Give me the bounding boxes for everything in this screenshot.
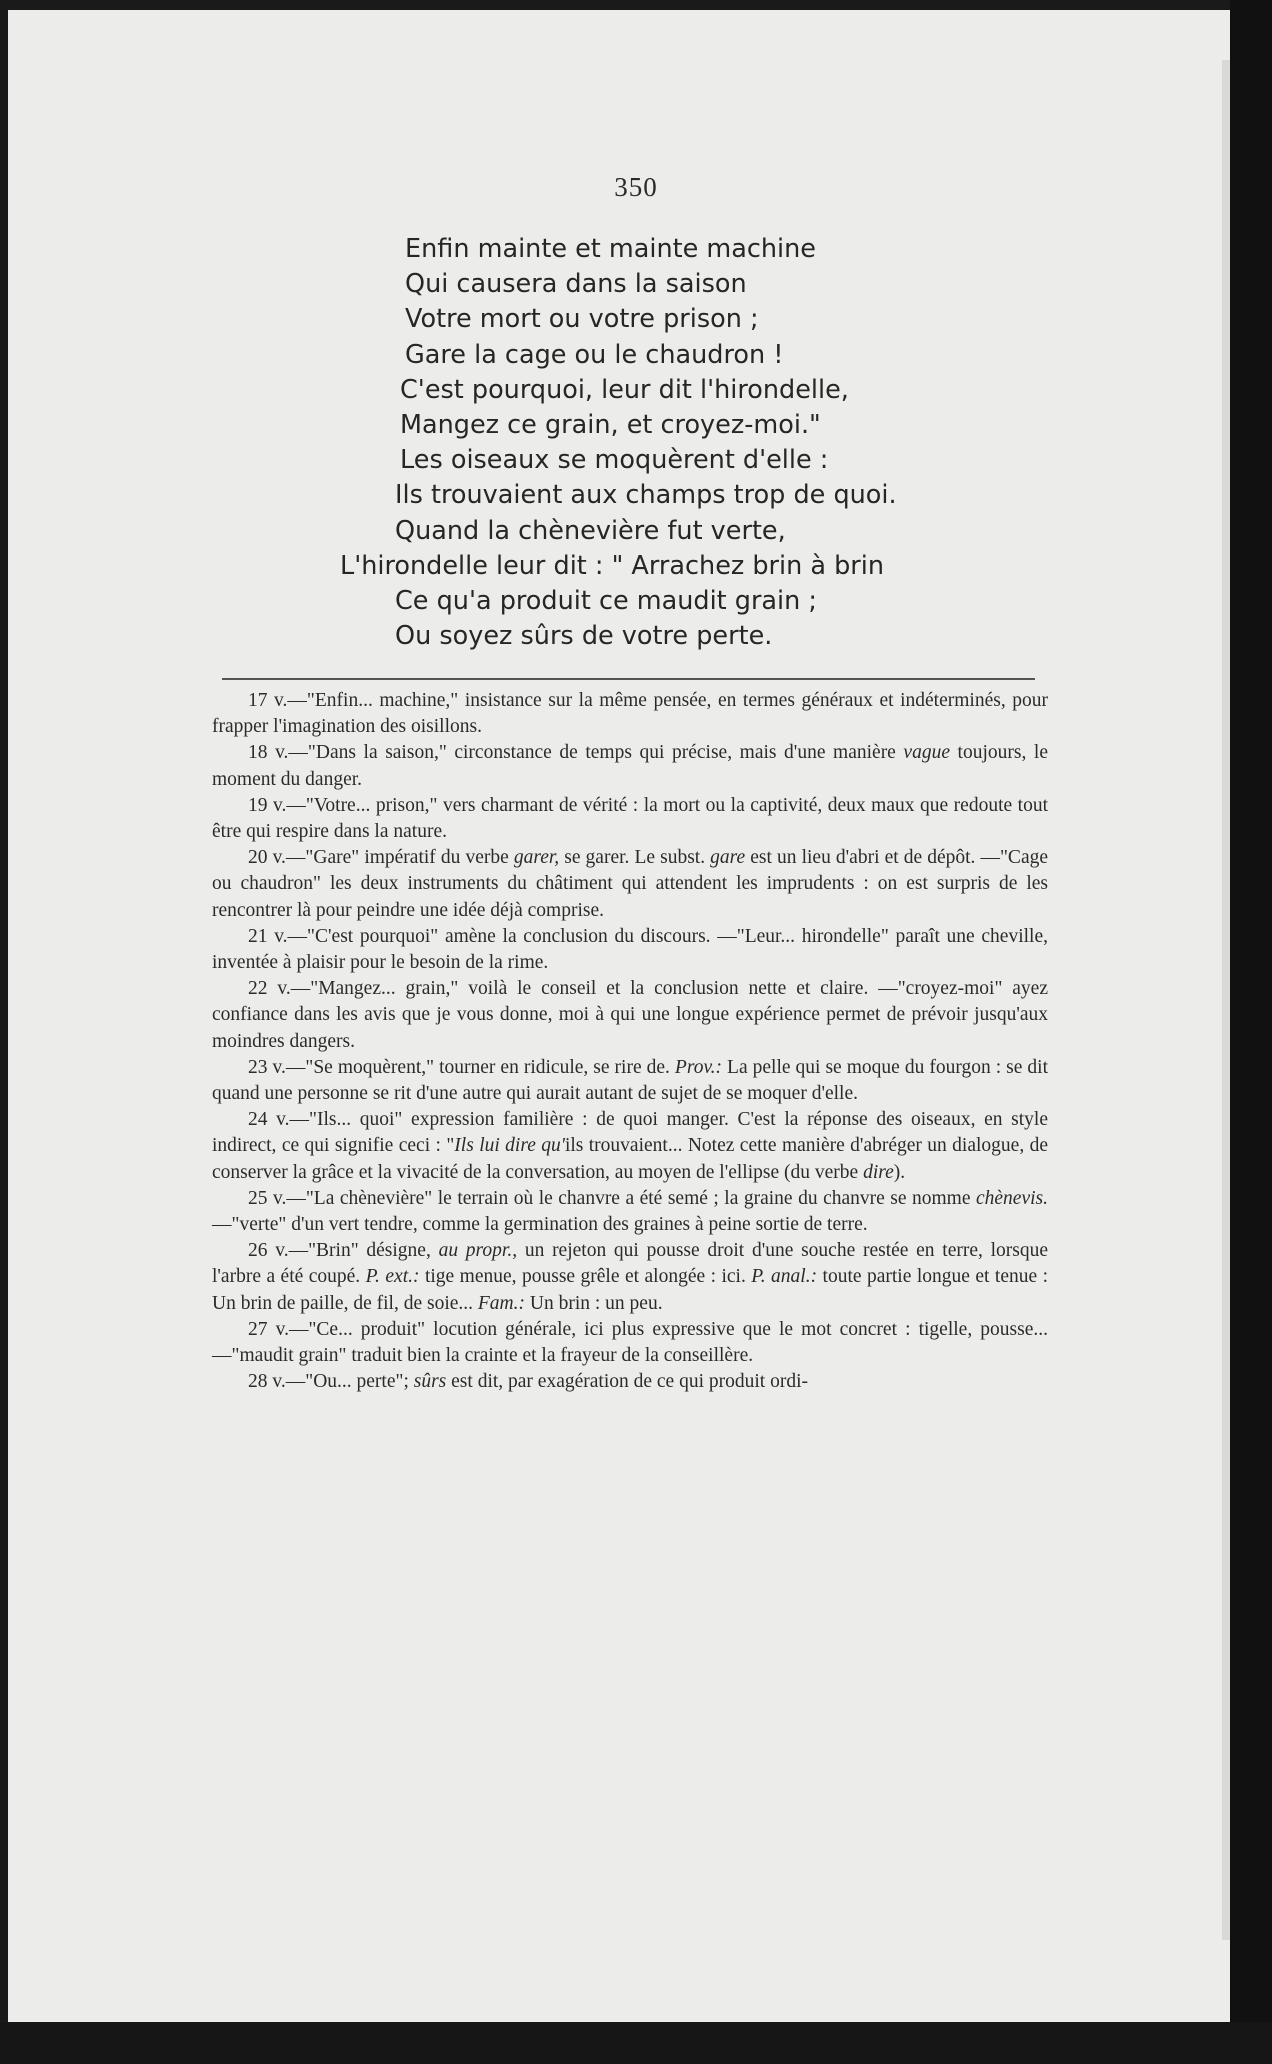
footnote-text: —"verte" d'un vert tendre, comme la germination des graines à peine sortie de terre. (212, 1214, 868, 1236)
footnote-text: se garer. Le subst. (559, 847, 711, 869)
footnote-text: 17 v.—"Enfin... machine," insistance sur la même pensée, en termes généraux et indéterminés, pour frapper l'imagination des oisillons. (212, 690, 1048, 738)
footnote (212, 976, 1048, 1055)
footnote-text: toujours, le moment du danger. (212, 742, 1048, 790)
footnote-divider (222, 678, 1035, 680)
footnote-text: La pelle qui se moque du fourgon : se dit quand une personne se rit d'une autre qui aurait autant de sujet de se moquer d'elle. (212, 1056, 1049, 1105)
footnote-text: 28 v.—"Ou... perte"; (248, 1371, 414, 1393)
footnote-text: 26 v.—"Brin" désigne, (248, 1240, 439, 1262)
footnote-text: 24 v.—"Ils... quoi" expression familière : de quoi manger. C'est la réponse des oiseaux, en style indirect, ce qui signifie ceci : " (212, 1109, 1048, 1157)
footnote (212, 924, 1048, 976)
footnote-text: 20 v.—"Gare" impératif du verbe (248, 847, 514, 869)
footnote (212, 1186, 1048, 1238)
footnote (212, 688, 1048, 740)
poem-line: Ils trouvaient aux champs trop de quoi. (395, 480, 897, 511)
footnote-text: 25 v.—"La chènevière" le terrain où le chanvre a été semé ; la graine du chanvre se nomme (248, 1187, 976, 1209)
footnote-italic-term: gare (710, 847, 746, 869)
footnote-italic-term: Ils lui dire qu' (454, 1135, 565, 1157)
footnote-italic-term: P. anal.: (751, 1266, 818, 1288)
scan-border-right (1230, 0, 1272, 2064)
footnote-italic-term: sûrs (413, 1371, 447, 1393)
footnote-text: tige menue, pousse grêle et alongée : ici. (419, 1266, 752, 1288)
footnote-text: 18 v.—"Dans la saison," circonstance de temps qui précise, mais d'une manière (248, 742, 904, 764)
footnote-text: Un brin : un peu. (525, 1292, 663, 1314)
poem-line: Ou soyez sûrs de votre perte. (395, 621, 773, 652)
footnote-italic-term: chènevis. (975, 1187, 1048, 1209)
footnote-text: 27 v.—"Ce... produit" locution générale, ici plus expressive que le mot concret : tigelle, pousse... —"maudit grain" traduit bien la crainte et la frayeur de la conseillère. (212, 1318, 1048, 1367)
footnote-italic-term: P. ext.: (365, 1266, 420, 1288)
footnote (212, 845, 1048, 924)
footnote-text: toute partie longue et tenue : Un brin de paille, de fil, de soie... (212, 1266, 1049, 1314)
poem-line: Quand la chènevière fut verte, (395, 515, 786, 546)
footnote-text: 19 v.—"Votre... prison," vers charmant de vérité : la mort ou la captivité, deux maux que redoute tout être qui respire dans la nature. (212, 794, 1048, 843)
footnote (212, 793, 1048, 845)
footnotes (212, 688, 1048, 1395)
footnote-text: ils trouvaient... Notez cette manière d'abréger un dialogue, de conserver la grâce et la vivacité de la conversation, au moyen de l'ellipse (du verbe (212, 1135, 1049, 1183)
poem-line: L'hirondelle leur dit : " Arrachez brin à brin (340, 550, 885, 581)
poem-line: Votre mort ou votre prison ; (405, 304, 759, 335)
footnote-text: un rejeton qui pousse droit d'une souche restée en terre, lorsque l'arbre a été coupé. (212, 1240, 1049, 1288)
footnote-italic-term: Fam.: (477, 1292, 526, 1314)
footnote (212, 1238, 1048, 1317)
poem-verse-block (330, 232, 970, 654)
poem-line: Qui causera dans la saison (405, 269, 747, 300)
footnote-text: ). (893, 1161, 906, 1183)
footnote (212, 1055, 1048, 1107)
footnote (212, 1107, 1048, 1186)
footnote (212, 1369, 1048, 1395)
footnote-italic-term: dire (863, 1161, 894, 1183)
footnote (212, 1317, 1048, 1369)
footnote-italic-term: au propr., (438, 1240, 518, 1262)
footnote (212, 740, 1048, 792)
page-number: 350 (614, 172, 658, 202)
scan-border-bottom (0, 2022, 1272, 2064)
footnote-text: est un lieu d'abri et de dépôt. —"Cage ou chaudron" les deux instruments du châtiment qui attendent les imprudents : on est surpris de les rencontrer là pour peindre une idée déjà comprise. (212, 847, 1048, 921)
poem-line: Mangez ce grain, et croyez-moi." (400, 409, 821, 440)
footnote-italic-term: Prov.: (674, 1056, 723, 1078)
poem-line: Ce qu'a produit ce maudit grain ; (395, 585, 817, 616)
poem-line: Les oiseaux se moquèrent d'elle : (400, 445, 829, 476)
footnote-italic-term: garer, (513, 847, 560, 869)
footnote-text: est dit, par exagération de ce qui produit ordi- (446, 1371, 808, 1393)
footnote-italic-term: vague (903, 742, 950, 764)
footnote-text: 23 v.—"Se moquèrent," tourner en ridicule, se rire de. (248, 1056, 675, 1078)
footnote-text: 22 v.—"Mangez... grain," voilà le conseil et la conclusion nette et claire. —"croyez-moi" ayez confiance dans les avis que je vous donne, moi à qui une longue expérience permet de prévoir jusqu'aux moindres dangers. (212, 978, 1048, 1052)
poem-line: C'est pourquoi, leur dit l'hirondelle, (400, 374, 849, 405)
poem-line: Enfin mainte et mainte machine (405, 234, 816, 264)
poem-line: Gare la cage ou le chaudron ! (405, 339, 784, 370)
footnote-text: 21 v.—"C'est pourquoi" amène la conclusion du discours. —"Leur... hirondelle" paraît une cheville, inventée à plaisir pour le besoin de la rime. (212, 925, 1048, 974)
